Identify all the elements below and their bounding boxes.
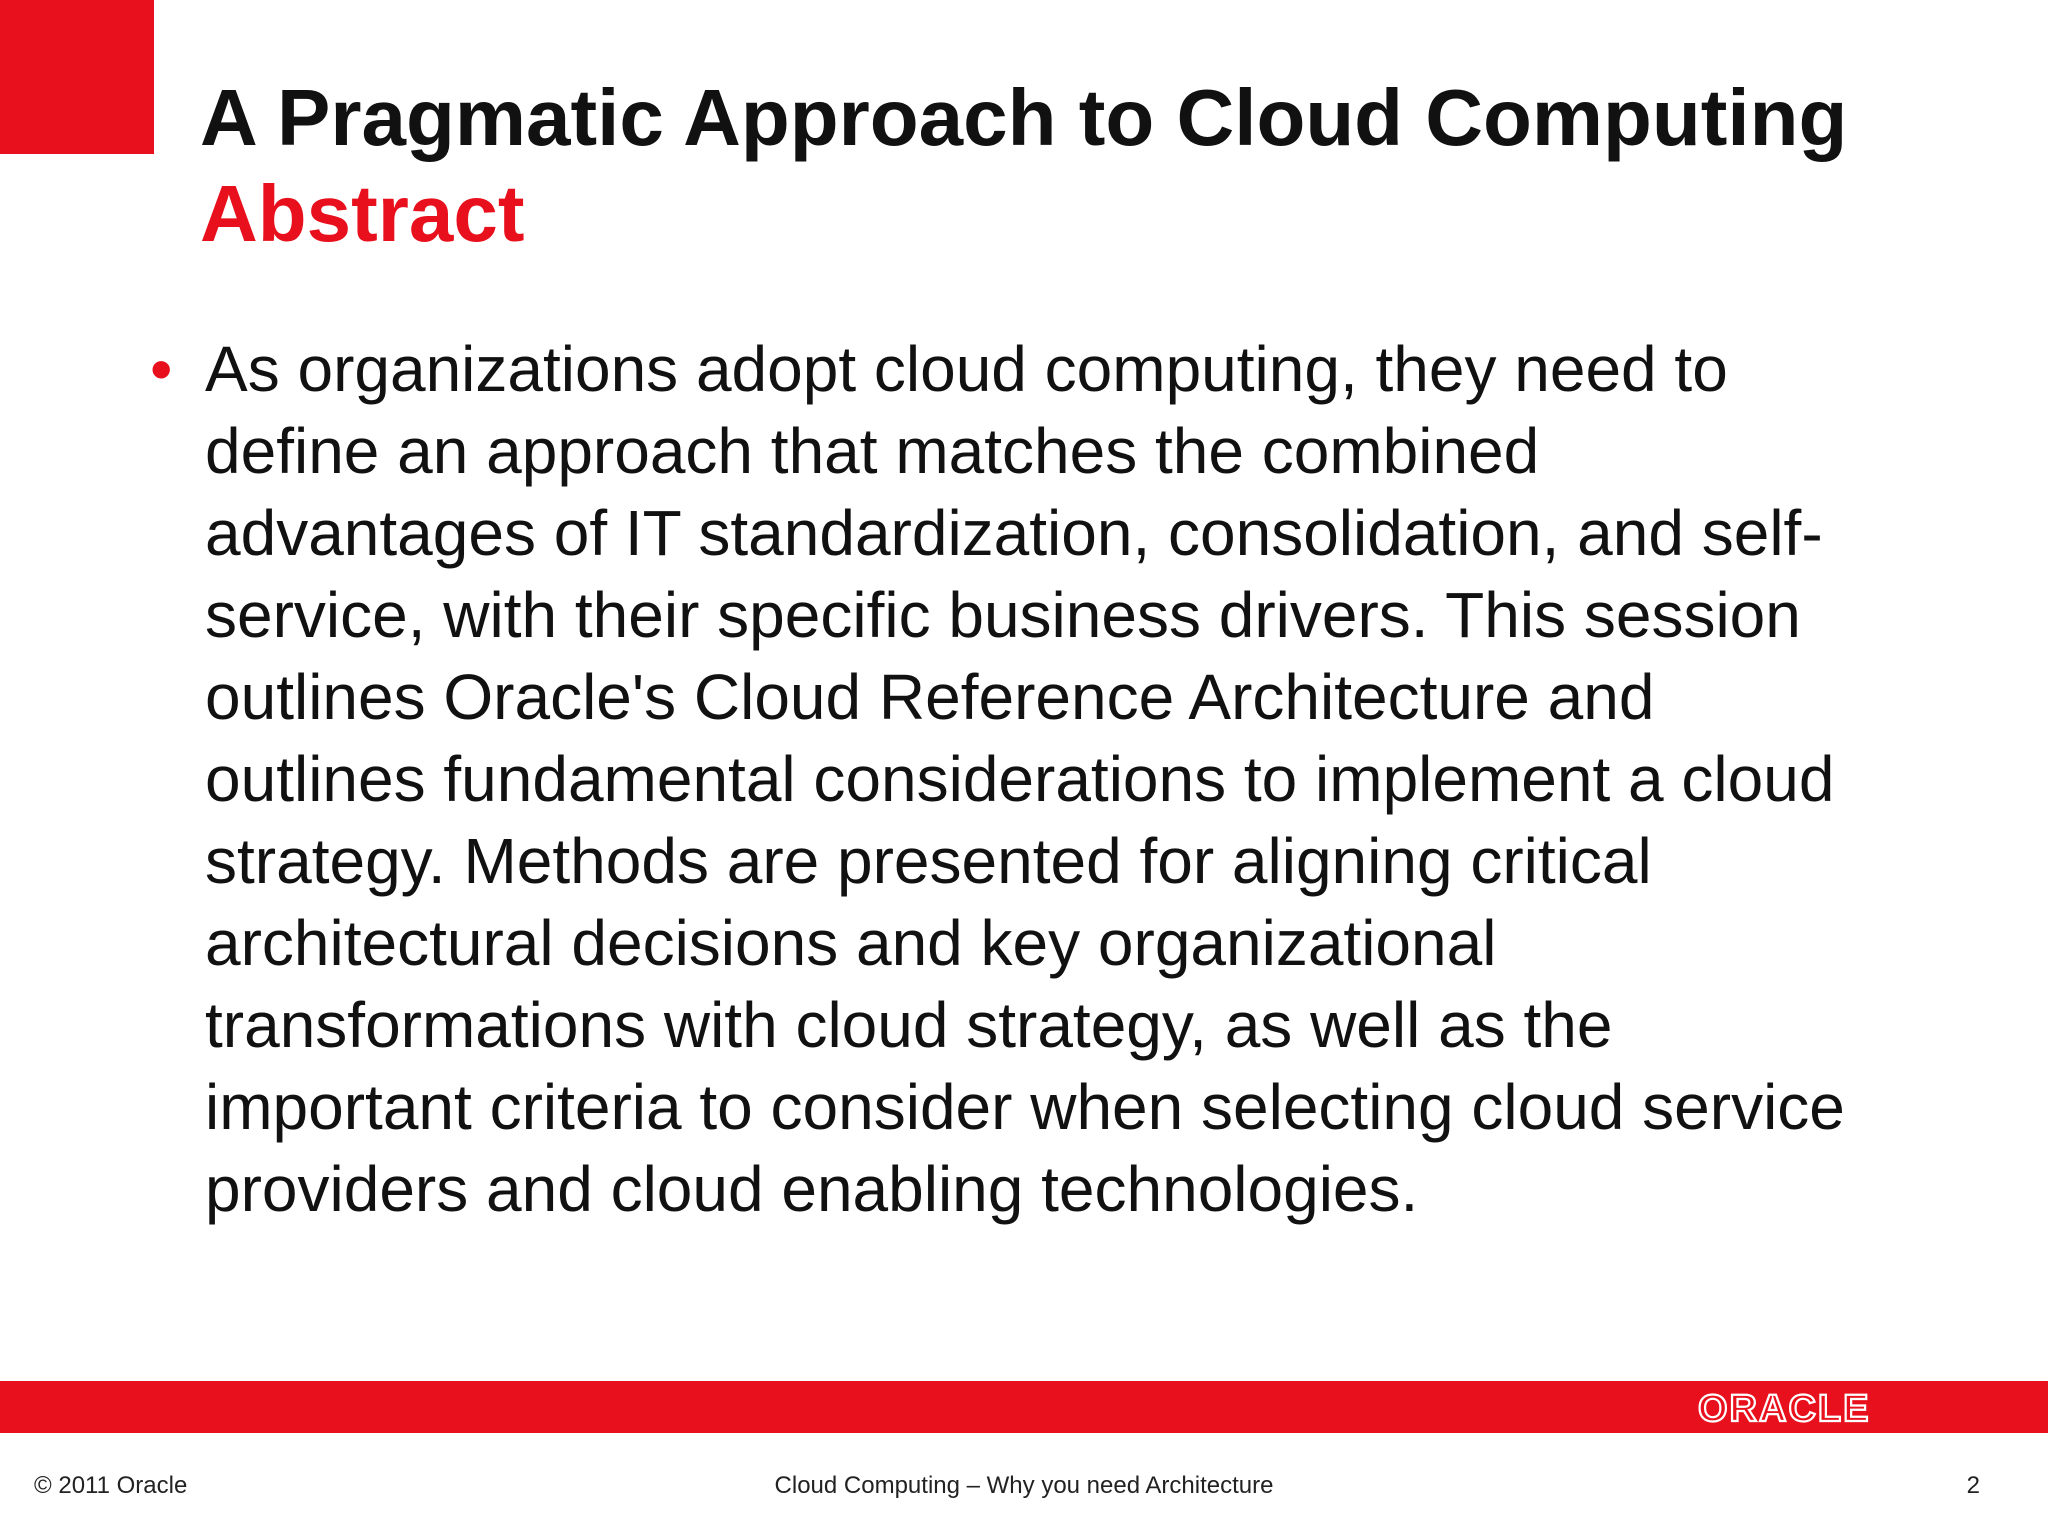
bullet-text: As organizations adopt cloud computing, they need to define an approach that matches the combined advantages of IT standardization, consolidation, and self-service, with their specific business drivers. This session outlines Oracle's Cloud Reference Architecture and outlines fundamental considerations to implement a cloud strategy. Methods are presented for aligning critical architectural decisions and key organizational transformations with cloud strategy, as well as the important criteria to consider when selecting cloud service providers and cloud enabling technologies. <box>205 333 1845 1225</box>
bullet-item <box>150 328 1870 1230</box>
bullet-list <box>150 328 1870 1230</box>
slide-title: A Pragmatic Approach to Cloud Computing <box>200 73 1848 162</box>
slide-subtitle: Abstract <box>200 169 525 258</box>
footer-page-number: 2 <box>1966 1472 1980 1499</box>
footer-copyright: © 2011 Oracle <box>34 1472 188 1499</box>
corner-accent-block <box>0 0 154 154</box>
footer-presentation-title: Cloud Computing – Why you need Architecture <box>774 1472 1274 1499</box>
bullet-marker: • <box>150 333 173 405</box>
oracle-logo-text: ORACLE <box>1698 1388 1871 1426</box>
oracle-logo <box>1698 1388 1918 1426</box>
